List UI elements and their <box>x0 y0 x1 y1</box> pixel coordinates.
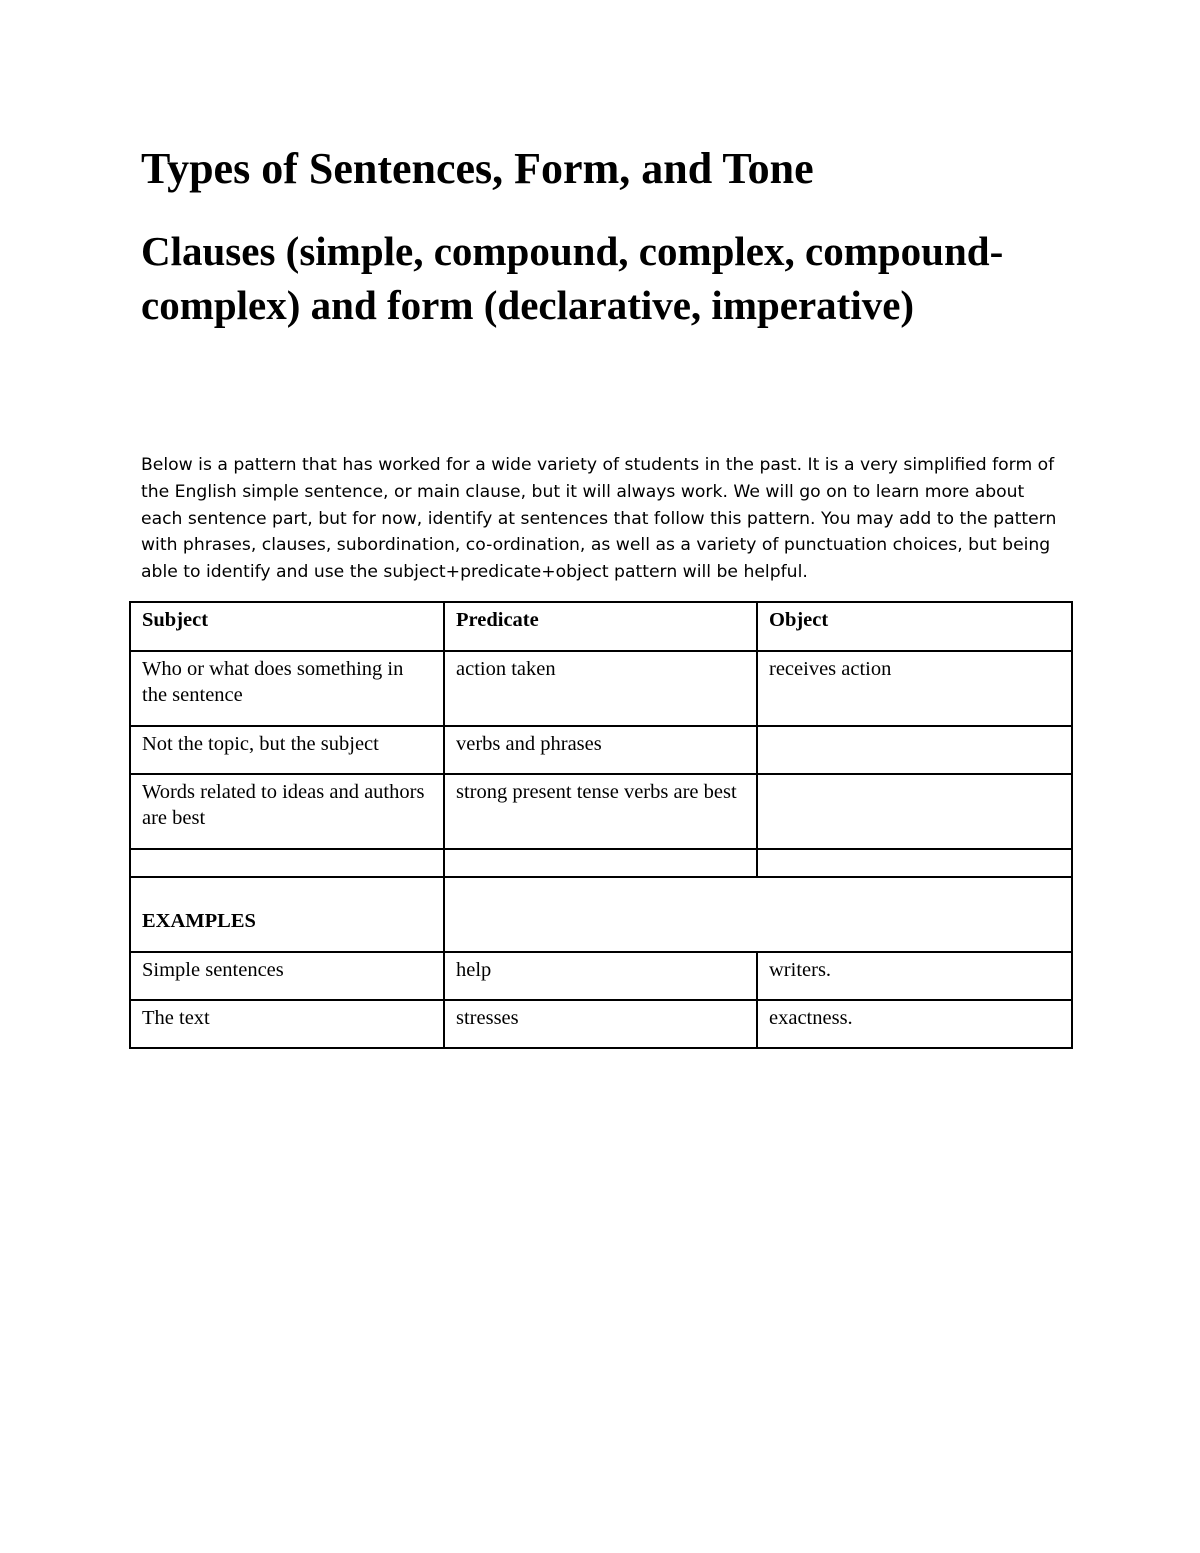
table-cell: strong present tense verbs are best <box>444 774 757 849</box>
table-cell: receives action <box>757 651 1072 726</box>
example-row <box>130 952 1072 1000</box>
examples-label: EXAMPLES <box>130 877 444 952</box>
header-subject: Subject <box>130 602 444 651</box>
examples-merged-cell <box>444 877 1072 952</box>
example-object: exactness. <box>757 1000 1072 1048</box>
table-cell: verbs and phrases <box>444 726 757 774</box>
table-cell <box>757 849 1072 877</box>
intro-paragraph: Below is a pattern that has worked for a wide variety of students in the past. It is a very simplified form of the English simple sentence, or main clause, but it will always work. We will go on to learn more about each sentence part, but for now, identify at sentences that follow this pattern. You may add to the pattern with phrases, clauses, subordination, co-ordination, as well as a variety of punctuation choices, but being able to identify and use the subject+predicate+object pattern will be helpful. <box>141 455 1057 583</box>
example-predicate: stresses <box>444 1000 757 1048</box>
table-cell <box>757 726 1072 774</box>
table-cell <box>130 849 444 877</box>
examples-label-row <box>130 877 1072 952</box>
example-subject: Simple sentences <box>130 952 444 1000</box>
table-cell <box>757 774 1072 849</box>
table-row-blank <box>130 849 1072 877</box>
header-predicate: Predicate <box>444 602 757 651</box>
table-cell <box>444 849 757 877</box>
table-row <box>130 726 1072 774</box>
header-object: Object <box>757 602 1072 651</box>
table-row <box>130 774 1072 849</box>
sentence-pattern-table <box>129 601 1073 1049</box>
table-row <box>130 651 1072 726</box>
table-cell: Words related to ideas and authors are best <box>130 774 444 849</box>
example-predicate: help <box>444 952 757 1000</box>
page-subtitle: Clauses (simple, compound, complex, compound-complex) and form (declarative, imperative) <box>141 228 1004 328</box>
example-object: writers. <box>757 952 1072 1000</box>
table-header-row <box>130 602 1072 651</box>
page-title: Types of Sentences, Form, and Tone <box>141 144 814 193</box>
table-cell: Who or what does something in the sentence <box>130 651 444 726</box>
example-row <box>130 1000 1072 1048</box>
table-cell: Not the topic, but the subject <box>130 726 444 774</box>
table-cell: action taken <box>444 651 757 726</box>
example-subject: The text <box>130 1000 444 1048</box>
